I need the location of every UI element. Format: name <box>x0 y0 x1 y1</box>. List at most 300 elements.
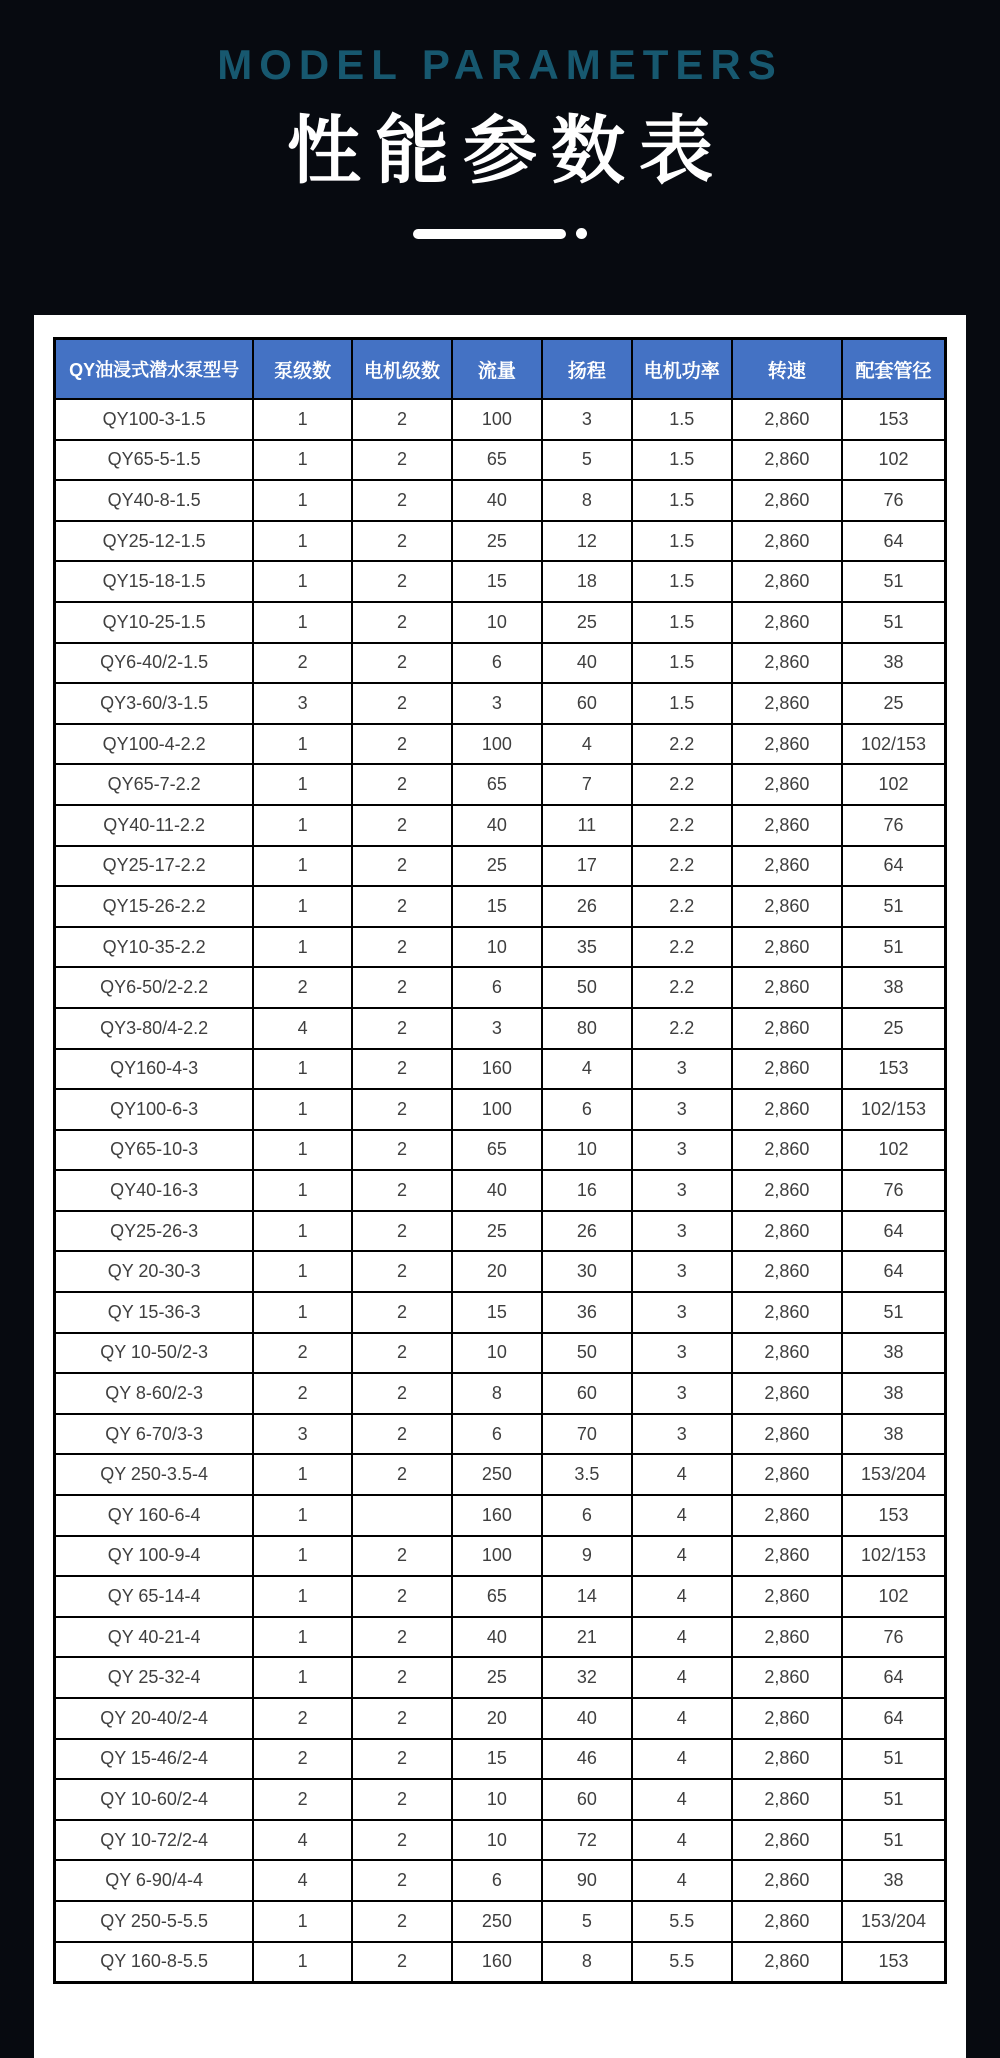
page-title: 性能参数表 <box>287 109 727 192</box>
table-cell: 7 <box>542 764 632 805</box>
table-cell: 2 <box>352 927 452 968</box>
table-cell: 100 <box>452 399 542 440</box>
table-cell: 51 <box>842 561 945 602</box>
table-row <box>55 1495 946 1536</box>
table-cell: 3 <box>632 1292 732 1333</box>
table-row <box>55 1251 946 1292</box>
table-cell: 2,860 <box>732 1901 842 1942</box>
table-cell: 38 <box>842 1414 945 1455</box>
table-cell: 6 <box>452 967 542 1008</box>
table-row <box>55 561 946 602</box>
table-cell: 2,860 <box>732 1779 842 1820</box>
table-cell: 2,860 <box>732 1292 842 1333</box>
table-cell: 3 <box>253 683 352 724</box>
table-cell: 38 <box>842 1373 945 1414</box>
table-cell: 1 <box>253 602 352 643</box>
table-cell: 76 <box>842 1617 945 1658</box>
table-cell: 2 <box>352 1617 452 1658</box>
table-cell: 2 <box>352 1333 452 1374</box>
table-cell: 64 <box>842 1251 945 1292</box>
table-cell: 38 <box>842 1333 945 1374</box>
table-cell: 5 <box>542 440 632 481</box>
table-cell: 15 <box>452 561 542 602</box>
table-cell: 2.2 <box>632 927 732 968</box>
table-cell: QY 160-8-5.5 <box>55 1942 254 1983</box>
table-row <box>55 440 946 481</box>
table-cell: QY 8-60/2-3 <box>55 1373 254 1414</box>
table-cell: 38 <box>842 967 945 1008</box>
table-row <box>55 1333 946 1374</box>
table-cell: 10 <box>452 1333 542 1374</box>
table-cell: 60 <box>542 683 632 724</box>
table-cell: 3 <box>632 1130 732 1171</box>
table-cell: 2,860 <box>732 561 842 602</box>
table-cell: 102/153 <box>842 1536 945 1577</box>
table-cell: 2,860 <box>732 1536 842 1577</box>
table-row <box>55 724 946 765</box>
table-cell: 6 <box>542 1495 632 1536</box>
table-cell: 6 <box>452 1860 542 1901</box>
table-cell: 80 <box>542 1008 632 1049</box>
table-cell: 2,860 <box>732 643 842 684</box>
table-cell: 10 <box>452 1779 542 1820</box>
table-cell: 1.5 <box>632 399 732 440</box>
table-cell: 153 <box>842 1049 945 1090</box>
table-body <box>55 399 946 1983</box>
table-cell: 2,860 <box>732 1211 842 1252</box>
table-cell: QY15-26-2.2 <box>55 886 254 927</box>
table-cell: 51 <box>842 602 945 643</box>
table-cell: 2 <box>352 1576 452 1617</box>
table-cell: 2 <box>352 886 452 927</box>
table-cell: 102 <box>842 1576 945 1617</box>
table-cell: 2,860 <box>732 1860 842 1901</box>
table-cell: 1.5 <box>632 480 732 521</box>
table-row <box>55 1536 946 1577</box>
table-cell: 5.5 <box>632 1942 732 1983</box>
table-row <box>55 602 946 643</box>
table-cell: 10 <box>542 1130 632 1171</box>
hero-subtitle-en: MODEL PARAMETERS <box>217 41 783 88</box>
table-row <box>55 1820 946 1861</box>
table-cell: 2 <box>352 846 452 887</box>
table-cell: 2,860 <box>732 1576 842 1617</box>
table-cell: 2 <box>352 1049 452 1090</box>
table-cell: 102/153 <box>842 1089 945 1130</box>
table-row <box>55 643 946 684</box>
table-cell: 9 <box>542 1536 632 1577</box>
table-row <box>55 1860 946 1901</box>
table-cell: 3 <box>632 1251 732 1292</box>
table-cell: 3 <box>632 1373 732 1414</box>
table-cell: QY 15-46/2-4 <box>55 1739 254 1780</box>
table-cell: 4 <box>632 1698 732 1739</box>
table-cell: 46 <box>542 1739 632 1780</box>
table-row <box>55 1739 946 1780</box>
divider-dot <box>576 228 587 239</box>
table-cell: 2 <box>352 1414 452 1455</box>
table-cell: 160 <box>452 1495 542 1536</box>
table-cell: 25 <box>542 602 632 643</box>
table-row <box>55 846 946 887</box>
table-cell: 1 <box>253 724 352 765</box>
table-cell: 21 <box>542 1617 632 1658</box>
table-cell: 76 <box>842 480 945 521</box>
table-cell: 2,860 <box>732 1089 842 1130</box>
table-cell: 2 <box>352 1536 452 1577</box>
table-cell: 2 <box>352 1860 452 1901</box>
table-cell: 2 <box>352 1454 452 1495</box>
table-row <box>55 886 946 927</box>
table-cell: QY25-26-3 <box>55 1211 254 1252</box>
table-row <box>55 1008 946 1049</box>
table-cell: 3 <box>632 1211 732 1252</box>
table-cell: 160 <box>452 1942 542 1983</box>
table-cell: 2 <box>352 1292 452 1333</box>
table-cell: 3 <box>542 399 632 440</box>
table-cell: 25 <box>842 683 945 724</box>
table-cell: 15 <box>452 1292 542 1333</box>
table-row <box>55 1292 946 1333</box>
table-cell: 64 <box>842 846 945 887</box>
table-cell: 1 <box>253 399 352 440</box>
table-cell: 2 <box>253 1779 352 1820</box>
table-cell: 2.2 <box>632 886 732 927</box>
table-cell: 2 <box>352 440 452 481</box>
table-cell: 11 <box>542 805 632 846</box>
table-cell: 1 <box>253 1495 352 1536</box>
table-cell: 16 <box>542 1170 632 1211</box>
table-cell: 250 <box>452 1454 542 1495</box>
table-cell: 1.5 <box>632 561 732 602</box>
table-cell: 3 <box>632 1414 732 1455</box>
table-cell: 1 <box>253 1454 352 1495</box>
table-cell: 1 <box>253 561 352 602</box>
table-cell: 2,860 <box>732 724 842 765</box>
table-cell: 2,860 <box>732 1495 842 1536</box>
table-cell: 14 <box>542 1576 632 1617</box>
table-cell: 2 <box>352 764 452 805</box>
table-cell: 2 <box>352 643 452 684</box>
table-cell: 153 <box>842 1495 945 1536</box>
table-cell: 1 <box>253 805 352 846</box>
table-cell: QY100-4-2.2 <box>55 724 254 765</box>
table-cell: 35 <box>542 927 632 968</box>
table-cell: 2,860 <box>732 1049 842 1090</box>
table-cell: QY6-50/2-2.2 <box>55 967 254 1008</box>
table-cell: QY65-7-2.2 <box>55 764 254 805</box>
table-cell: 153 <box>842 399 945 440</box>
table-row <box>55 1657 946 1698</box>
table-cell: 2 <box>352 480 452 521</box>
table-cell: 2 <box>352 1211 452 1252</box>
table-cell: 4 <box>632 1820 732 1861</box>
table-cell: 2 <box>352 521 452 562</box>
table-cell: 2,860 <box>732 399 842 440</box>
table-cell: 4 <box>632 1779 732 1820</box>
table-cell: 40 <box>542 1698 632 1739</box>
table-cell: QY 160-6-4 <box>55 1495 254 1536</box>
table-cell: 100 <box>452 1536 542 1577</box>
column-header-flow: 流量 <box>452 339 542 400</box>
table-cell: 2.2 <box>632 724 732 765</box>
table-cell: 6 <box>452 1414 542 1455</box>
table-cell: QY 250-5-5.5 <box>55 1901 254 1942</box>
table-cell: 10 <box>452 927 542 968</box>
table-cell: 1 <box>253 1170 352 1211</box>
table-row <box>55 399 946 440</box>
table-cell: 60 <box>542 1373 632 1414</box>
table-cell: QY 20-40/2-4 <box>55 1698 254 1739</box>
table-cell: 2 <box>352 1657 452 1698</box>
table-cell: 4 <box>542 1049 632 1090</box>
table-cell: 2 <box>253 967 352 1008</box>
table-cell: 51 <box>842 927 945 968</box>
title-divider <box>0 228 1000 239</box>
table-cell: 2,860 <box>732 683 842 724</box>
table-row <box>55 1170 946 1211</box>
table-cell: 51 <box>842 886 945 927</box>
table-cell: 1.5 <box>632 521 732 562</box>
table-cell: 51 <box>842 1292 945 1333</box>
table-panel <box>34 315 966 2058</box>
table-cell: 90 <box>542 1860 632 1901</box>
table-cell: 64 <box>842 521 945 562</box>
table-cell: QY100-6-3 <box>55 1089 254 1130</box>
table-row <box>55 1373 946 1414</box>
table-cell: 2,860 <box>732 1454 842 1495</box>
table-cell: 2 <box>352 724 452 765</box>
table-cell: QY25-12-1.5 <box>55 521 254 562</box>
table-cell: 30 <box>542 1251 632 1292</box>
table-cell: 25 <box>452 1657 542 1698</box>
table-row <box>55 521 946 562</box>
table-cell: QY100-3-1.5 <box>55 399 254 440</box>
table-cell: 25 <box>452 1211 542 1252</box>
table-cell: 2 <box>253 1333 352 1374</box>
table-cell: 50 <box>542 1333 632 1374</box>
table-row <box>55 1414 946 1455</box>
table-cell: QY40-16-3 <box>55 1170 254 1211</box>
table-cell: 26 <box>542 1211 632 1252</box>
table-cell: 1 <box>253 480 352 521</box>
table-row <box>55 967 946 1008</box>
table-cell: 5 <box>542 1901 632 1942</box>
column-header-model: QY油浸式潜水泵型号 <box>55 339 254 400</box>
table-cell: 4 <box>632 1536 732 1577</box>
table-cell: 4 <box>253 1820 352 1861</box>
table-cell: 25 <box>452 521 542 562</box>
table-cell: 65 <box>452 764 542 805</box>
table-cell: 2.2 <box>632 967 732 1008</box>
table-cell: 2 <box>352 683 452 724</box>
table-cell: 2 <box>352 1942 452 1983</box>
table-cell: 2,860 <box>732 927 842 968</box>
table-cell: QY 20-30-3 <box>55 1251 254 1292</box>
table-cell: 2,860 <box>732 1251 842 1292</box>
table-cell: QY 10-72/2-4 <box>55 1820 254 1861</box>
table-cell: 72 <box>542 1820 632 1861</box>
table-cell: 51 <box>842 1820 945 1861</box>
table-cell: QY 100-9-4 <box>55 1536 254 1577</box>
table-cell: 15 <box>452 886 542 927</box>
table-cell: 1 <box>253 927 352 968</box>
table-cell: 2 <box>352 1739 452 1780</box>
table-cell: 2,860 <box>732 1008 842 1049</box>
table-cell: 2,860 <box>732 1617 842 1658</box>
table-cell: 2,860 <box>732 1170 842 1211</box>
table-cell: 76 <box>842 805 945 846</box>
table-cell: 2 <box>352 561 452 602</box>
table-cell: 65 <box>452 1576 542 1617</box>
table-cell: QY 6-70/3-3 <box>55 1414 254 1455</box>
table-row <box>55 1617 946 1658</box>
table-cell: 2,860 <box>732 602 842 643</box>
table-cell: QY40-8-1.5 <box>55 480 254 521</box>
table-cell: 2 <box>352 1170 452 1211</box>
table-cell: 2,860 <box>732 440 842 481</box>
table-cell: 1 <box>253 1901 352 1942</box>
table-cell: 2,860 <box>732 1373 842 1414</box>
table-cell: 2 <box>253 1739 352 1780</box>
table-cell: QY65-10-3 <box>55 1130 254 1171</box>
table-cell: QY15-18-1.5 <box>55 561 254 602</box>
table-row <box>55 805 946 846</box>
table-cell: 36 <box>542 1292 632 1333</box>
table-cell: 160 <box>452 1049 542 1090</box>
table-cell: 1 <box>253 1617 352 1658</box>
table-cell: 70 <box>542 1414 632 1455</box>
table-cell: 15 <box>452 1739 542 1780</box>
table-cell: 1 <box>253 1657 352 1698</box>
table-cell: 1 <box>253 1536 352 1577</box>
table-row <box>55 1089 946 1130</box>
table-cell: 5.5 <box>632 1901 732 1942</box>
table-cell: 76 <box>842 1170 945 1211</box>
table-row <box>55 764 946 805</box>
table-cell: 17 <box>542 846 632 887</box>
table-row <box>55 480 946 521</box>
table-cell: 64 <box>842 1657 945 1698</box>
table-cell: 3 <box>253 1414 352 1455</box>
table-cell: 2,860 <box>732 521 842 562</box>
table-cell: 64 <box>842 1211 945 1252</box>
table-row <box>55 683 946 724</box>
table-cell: 2.2 <box>632 846 732 887</box>
table-cell: 2 <box>352 1130 452 1171</box>
table-cell: 38 <box>842 1860 945 1901</box>
table-cell: 3 <box>632 1170 732 1211</box>
table-cell: 100 <box>452 1089 542 1130</box>
table-cell: 2,860 <box>732 846 842 887</box>
table-cell: 2 <box>352 1373 452 1414</box>
table-cell: 1 <box>253 1576 352 1617</box>
table-cell: 2 <box>352 1820 452 1861</box>
table-cell: 1 <box>253 846 352 887</box>
table-cell: QY65-5-1.5 <box>55 440 254 481</box>
column-header-motor-power: 电机功率 <box>632 339 732 400</box>
table-cell: 8 <box>452 1373 542 1414</box>
table-cell: QY3-60/3-1.5 <box>55 683 254 724</box>
table-cell: 4 <box>542 724 632 765</box>
table-cell: 1 <box>253 1049 352 1090</box>
table-cell: 2,860 <box>732 1698 842 1739</box>
table-cell: 20 <box>452 1251 542 1292</box>
table-cell: 6 <box>452 643 542 684</box>
table-cell: QY 6-90/4-4 <box>55 1860 254 1901</box>
table-cell: QY 25-32-4 <box>55 1657 254 1698</box>
table-cell: 20 <box>452 1698 542 1739</box>
table-cell: 6 <box>542 1089 632 1130</box>
table-row <box>55 927 946 968</box>
table-header-row <box>55 339 946 400</box>
table-cell: 10 <box>452 602 542 643</box>
table-cell: QY40-11-2.2 <box>55 805 254 846</box>
table-cell: 2 <box>352 1698 452 1739</box>
table-cell: QY 250-3.5-4 <box>55 1454 254 1495</box>
table-cell: 40 <box>452 805 542 846</box>
table-cell: 2.2 <box>632 1008 732 1049</box>
table-row <box>55 1779 946 1820</box>
table-cell: 3.5 <box>542 1454 632 1495</box>
table-cell: 3 <box>632 1049 732 1090</box>
table-cell: 32 <box>542 1657 632 1698</box>
table-cell: 2.2 <box>632 764 732 805</box>
table-cell: 102/153 <box>842 724 945 765</box>
table-cell: 2 <box>352 805 452 846</box>
table-cell: 1 <box>253 1942 352 1983</box>
column-header-speed: 转速 <box>732 339 842 400</box>
table-row <box>55 1049 946 1090</box>
table-cell: 2 <box>352 1008 452 1049</box>
table-cell: 2,860 <box>732 764 842 805</box>
table-cell: 1 <box>253 521 352 562</box>
table-cell: 4 <box>253 1860 352 1901</box>
table-cell: 2 <box>352 1089 452 1130</box>
table-cell: 2,860 <box>732 967 842 1008</box>
table-row <box>55 1130 946 1171</box>
table-row <box>55 1211 946 1252</box>
table-cell: QY10-25-1.5 <box>55 602 254 643</box>
table-cell: 2,860 <box>732 886 842 927</box>
table-cell: 1 <box>253 764 352 805</box>
table-cell: 3 <box>632 1333 732 1374</box>
table-cell: 25 <box>842 1008 945 1049</box>
table-cell: 2 <box>352 1901 452 1942</box>
table-cell: 250 <box>452 1901 542 1942</box>
table-cell: 40 <box>452 1170 542 1211</box>
column-header-motor-poles: 电机级数 <box>352 339 452 400</box>
table-cell: 2 <box>352 1779 452 1820</box>
table-cell: 153/204 <box>842 1901 945 1942</box>
table-cell: QY 15-36-3 <box>55 1292 254 1333</box>
table-cell: 2 <box>352 399 452 440</box>
column-header-pipe-diameter: 配套管径 <box>842 339 945 400</box>
table-cell: 2 <box>352 967 452 1008</box>
table-cell: 2,860 <box>732 805 842 846</box>
table-cell: 4 <box>632 1576 732 1617</box>
table-row <box>55 1698 946 1739</box>
table-row <box>55 1901 946 1942</box>
table-cell: 18 <box>542 561 632 602</box>
table-cell: 1 <box>253 1089 352 1130</box>
table-cell: 4 <box>632 1495 732 1536</box>
table-cell: 26 <box>542 886 632 927</box>
table-cell: 1.5 <box>632 440 732 481</box>
table-cell: 2,860 <box>732 1820 842 1861</box>
table-cell: QY10-35-2.2 <box>55 927 254 968</box>
table-cell: 51 <box>842 1779 945 1820</box>
